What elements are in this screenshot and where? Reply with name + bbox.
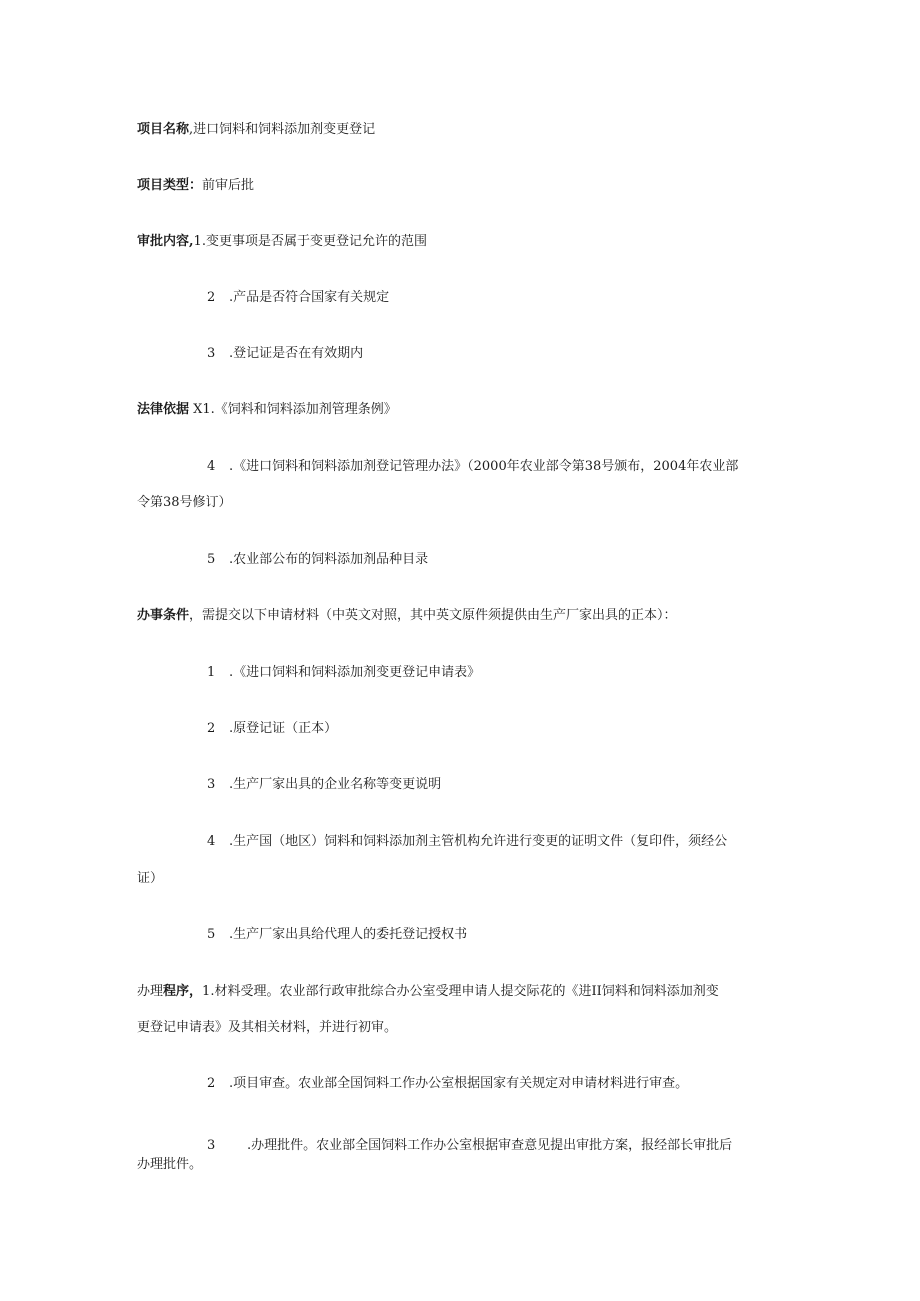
condition-item-text: .生产国（地区）饲料和饲料添加剂主管机构允许进行变更的证明文件（复印件，须经公 xyxy=(229,834,728,849)
conditions-line xyxy=(137,607,777,625)
condition-item-num: 1 xyxy=(207,665,216,680)
legal-item-num: 5 xyxy=(207,552,216,567)
condition-item-num: 5 xyxy=(207,927,216,942)
review-item-num: 2 xyxy=(207,290,216,305)
condition-item xyxy=(207,720,337,738)
review-item xyxy=(207,345,363,363)
legal-basis-sep: X xyxy=(189,402,203,417)
condition-item-text: .《进口饲料和饲料添加剂变更登记申请表》 xyxy=(229,665,481,680)
project-name-label: 项目名称 xyxy=(137,122,190,137)
condition-item xyxy=(207,926,467,944)
legal-basis-label: 法律依据 xyxy=(137,402,190,417)
condition-item-num: 3 xyxy=(207,777,216,792)
review-content-sep: , xyxy=(189,234,194,249)
procedure-first: 1.材料受理。农业部行政审批综合办公室受理申请人提交际花的《进II饲料和饲料添加剂变 xyxy=(202,984,719,999)
review-item-text: .登记证是否在有效期内 xyxy=(229,346,364,361)
condition-item xyxy=(207,664,480,682)
condition-item-text: .原登记证（正本） xyxy=(229,721,338,736)
legal-item xyxy=(207,551,428,569)
condition-item-num: 2 xyxy=(207,721,216,736)
review-content-first: 1.变更事项是否属于变更登记允许的范围 xyxy=(193,234,427,249)
condition-item-num: 4 xyxy=(207,834,216,849)
condition-item xyxy=(207,776,441,794)
condition-item-text: .生产厂家出具给代理人的委托登记授权书 xyxy=(229,927,468,942)
review-item-num: 3 xyxy=(207,346,216,361)
procedure-item-num: 2 xyxy=(207,1076,216,1091)
project-type-sep: ： xyxy=(189,178,203,193)
legal-item-num: 4 xyxy=(207,459,216,474)
legal-item-continuation: 令第38号修订） xyxy=(137,495,232,510)
conditions-label: 办事条件 xyxy=(137,608,190,623)
project-type-line xyxy=(137,177,777,195)
legal-basis-line xyxy=(137,401,777,419)
conditions-first: 需提交以下申请材料（中英文对照，其中英文原件须提供由生产厂家出具的正本）： xyxy=(202,608,677,623)
condition-item-continuation: 证） xyxy=(137,871,164,886)
procedure-sep: ， xyxy=(189,984,203,999)
procedure-item-text: .项目审查。农业部全国饲料工作办公室根据国家有关规定对申请材料进行审查。 xyxy=(229,1076,689,1091)
procedure-item-continuation: 办理批件。 xyxy=(137,1157,203,1172)
procedure-item xyxy=(207,1137,732,1155)
procedure-first-continuation: 更登记申请表》及其相关材料，并进行初审。 xyxy=(137,1020,398,1035)
procedure-line xyxy=(137,983,777,1001)
project-name-value: 进口饲料和饲料添加剂变更登记 xyxy=(193,122,376,137)
review-item xyxy=(207,289,389,307)
procedure-item-num: 3 xyxy=(207,1138,216,1153)
legal-item xyxy=(207,458,738,476)
project-name-line xyxy=(137,121,777,139)
project-name-sep: , xyxy=(189,122,194,137)
procedure-item xyxy=(207,1075,688,1093)
review-content-label: 审批内容 xyxy=(137,234,190,249)
condition-item xyxy=(207,833,727,851)
review-content-line xyxy=(137,233,777,251)
legal-basis-first: 1.《饲料和饲料添加剂管理条例》 xyxy=(202,402,397,417)
conditions-sep: ， xyxy=(189,608,203,623)
procedure-label-b: 程序 xyxy=(163,984,190,999)
legal-item-text: .《进口饲料和饲料添加剂登记管理办法》（2000年农业部令第38号颁布，2004年农业部 xyxy=(229,459,739,474)
project-type-value: 前审后批 xyxy=(202,178,255,193)
legal-item-text: .农业部公布的饲料添加剂品种目录 xyxy=(229,552,429,567)
review-item-text: .产品是否符合国家有关规定 xyxy=(229,290,390,305)
condition-item-text: .生产厂家出具的企业名称等变更说明 xyxy=(229,777,442,792)
procedure-item-text: .办理批件。农业部全国饲料工作办公室根据审查意见提出审批方案，报经部长审批后 xyxy=(247,1138,733,1153)
procedure-label-a: 办理 xyxy=(137,984,164,999)
project-type-label: 项目类型 xyxy=(137,178,190,193)
